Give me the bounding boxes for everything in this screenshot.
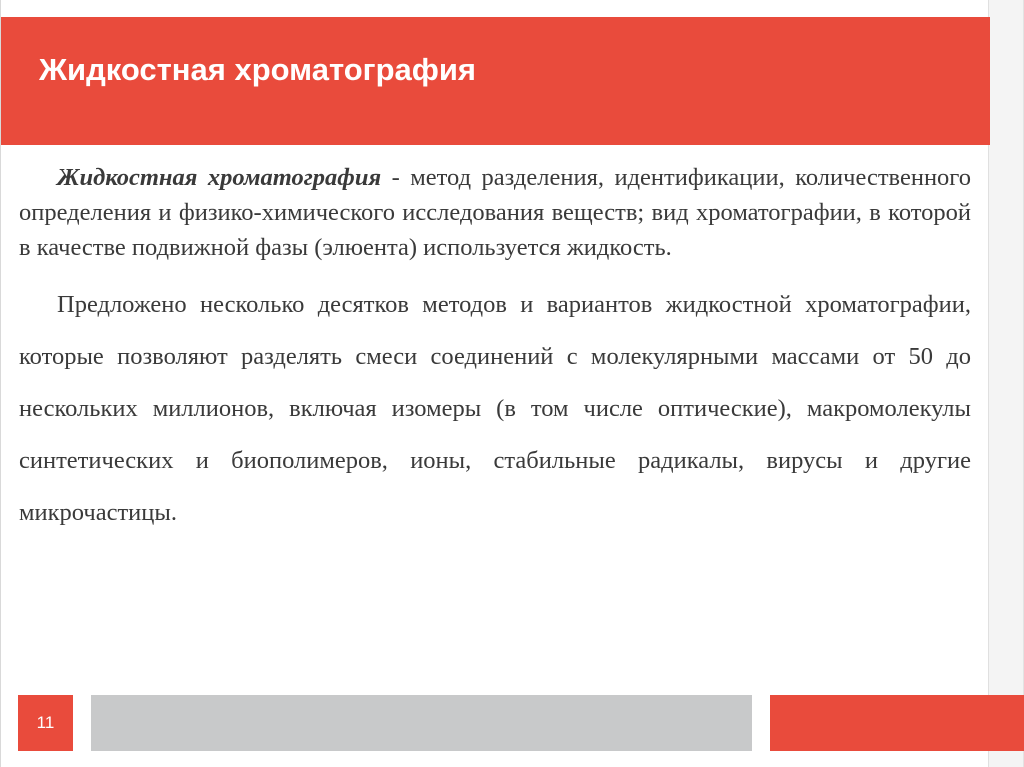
definition-paragraph bbox=[19, 160, 971, 265]
methods-paragraph: Предложено несколько десятков методов и вариантов жидкостной хроматографии, которые позволяют разделять смеси соединений с молекулярными массами от 50 до нескольких миллионов, включая изомеры (в том числе оптические), макромолекулы синтетических и биополимеров, ионы, стабильные радикалы, вирусы и другие микрочастицы. bbox=[19, 291, 971, 526]
footer-gray-bar bbox=[91, 695, 752, 751]
slide-edge bbox=[988, 0, 1023, 767]
slide-body bbox=[19, 160, 971, 539]
page-number: 11 bbox=[36, 713, 55, 732]
slide-title: Жидкостная хроматография bbox=[39, 52, 477, 87]
footer-red-bar bbox=[770, 695, 1024, 751]
page-number-box bbox=[18, 695, 73, 751]
definition-text: - метод разделения, идентификации, количественного определения и физико-химического исследования веществ; вид хроматографии, в которой в качестве подвижной фазы (элюента) используется жидкость. bbox=[19, 164, 971, 261]
defined-term: Жидкостная хроматография bbox=[57, 164, 382, 191]
